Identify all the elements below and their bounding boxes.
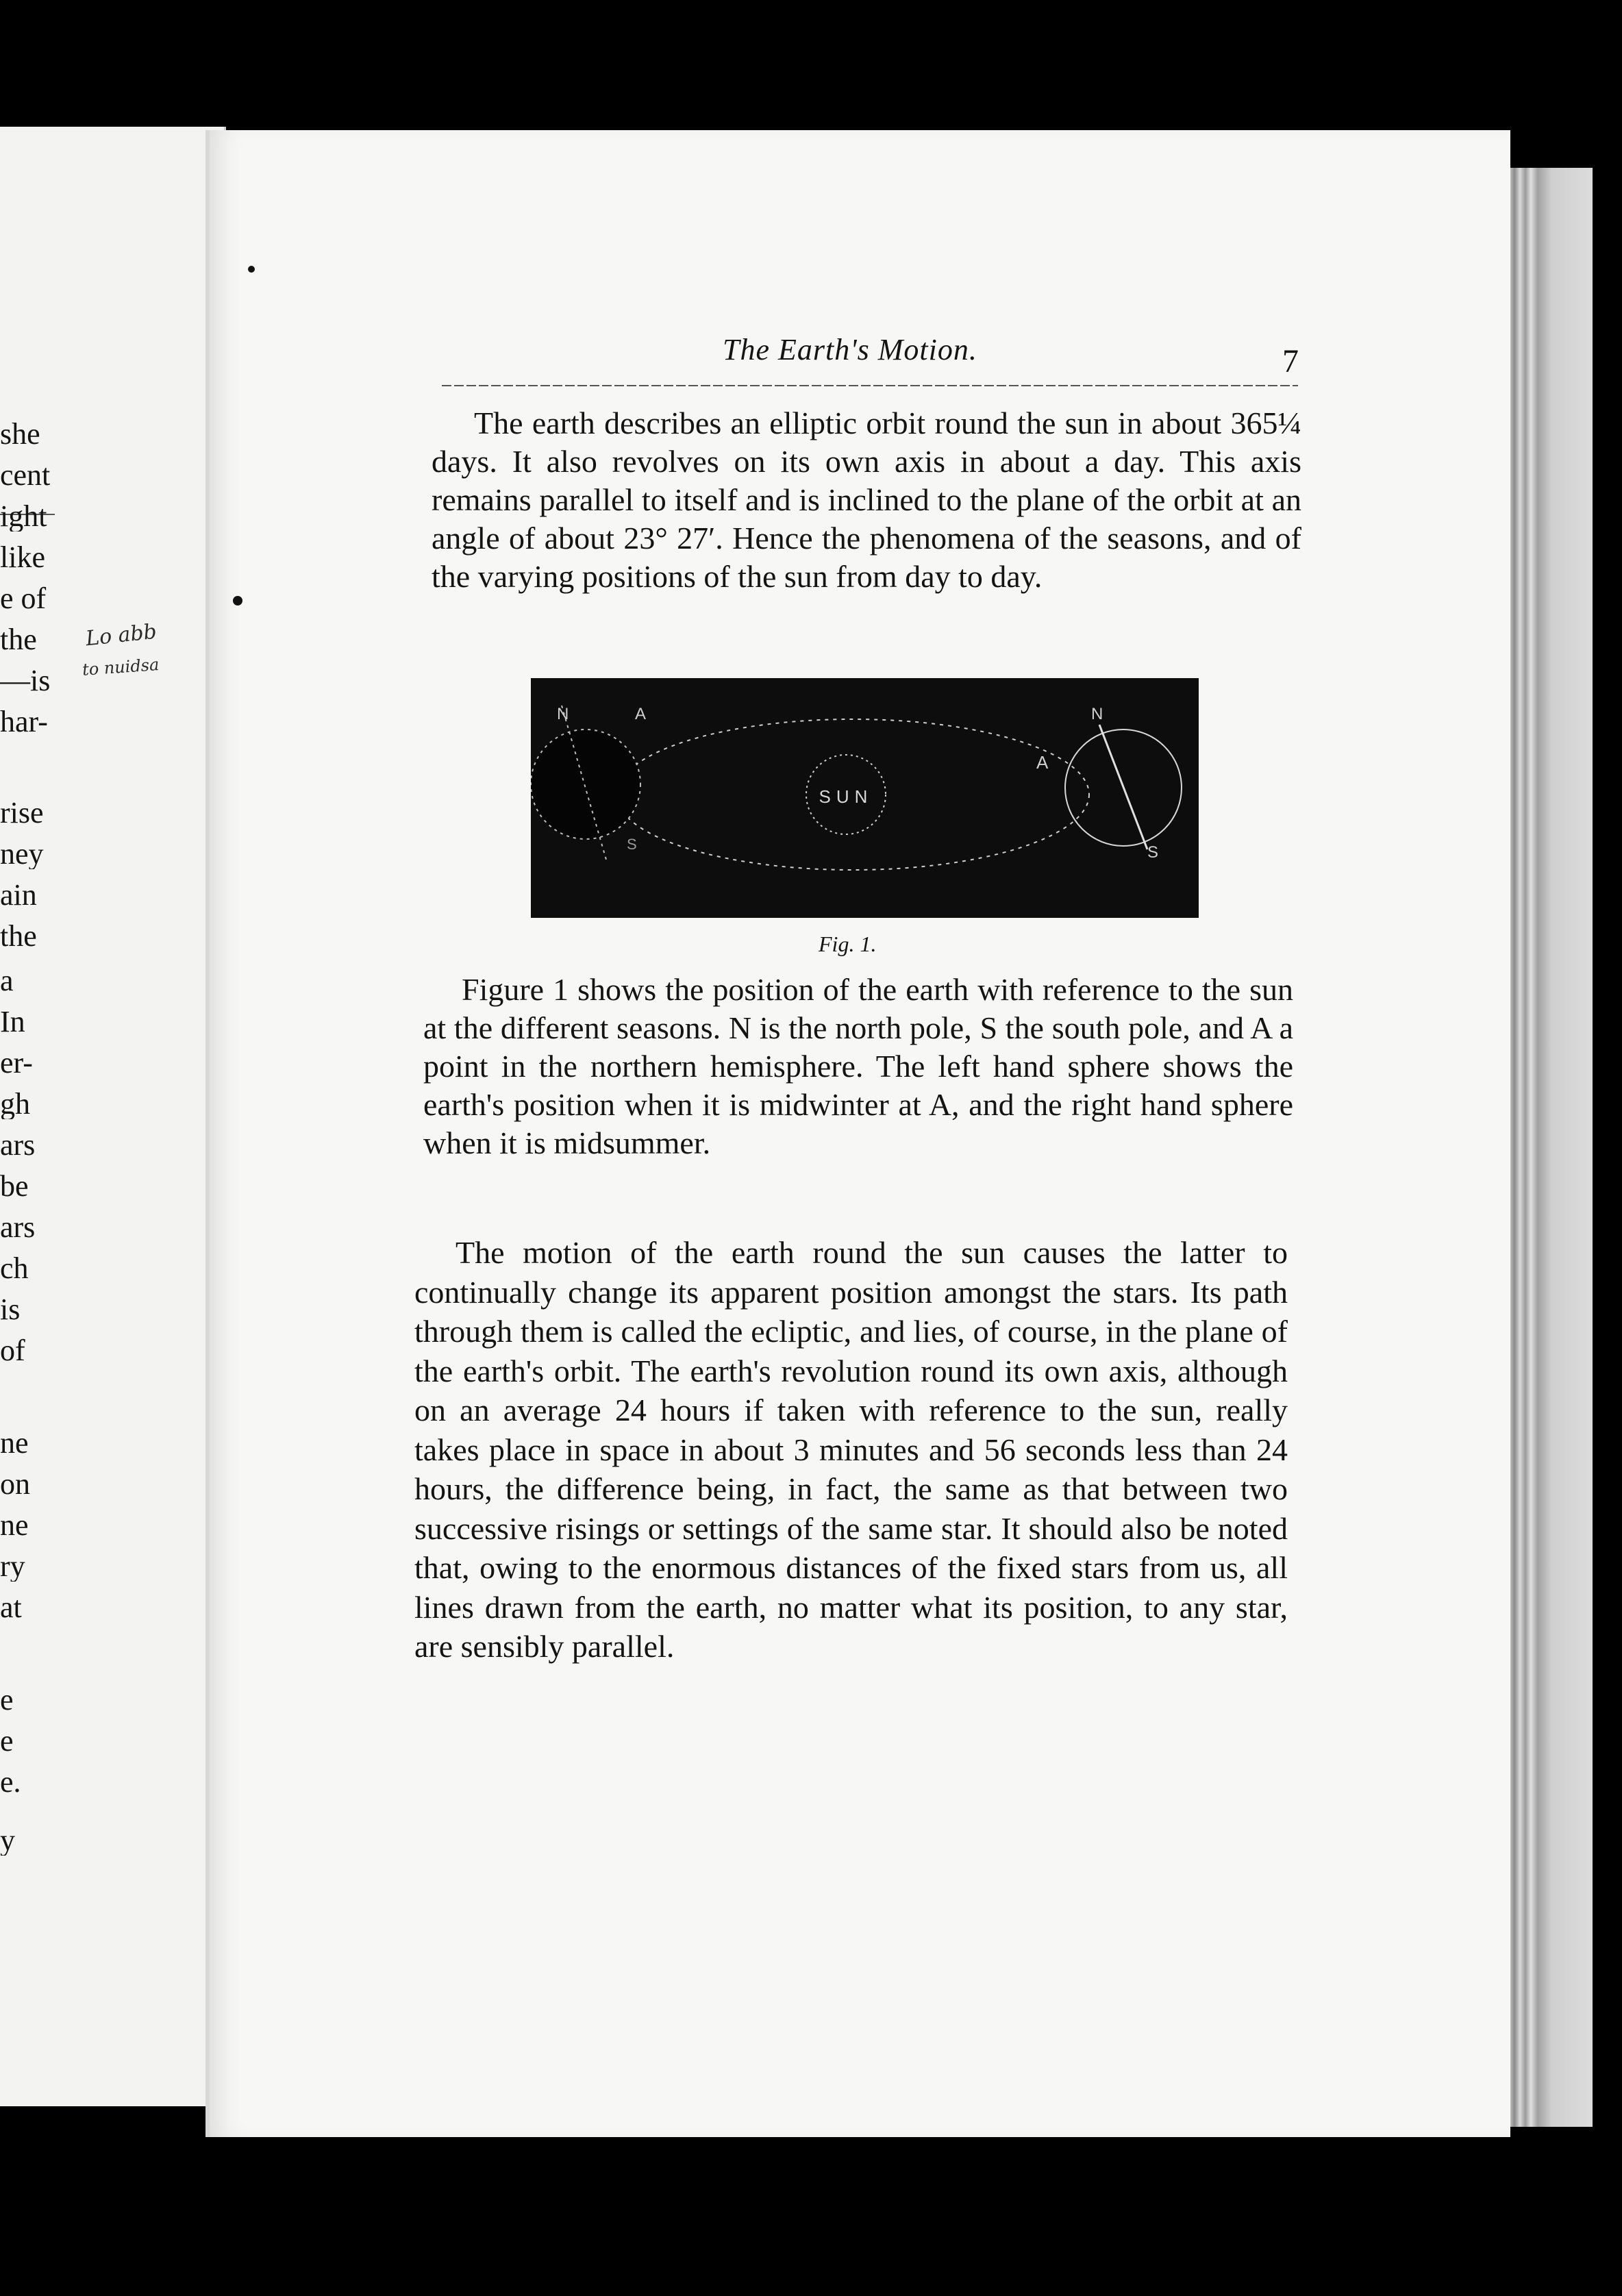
left-page-fragment: the [0,921,37,951]
left-page-fragment: ne [0,1510,29,1540]
left-page-fragment: y [0,1825,15,1856]
left-page-fragment: ight [0,501,47,532]
left-earth-sphere [531,729,640,839]
left-page-fragment: —is [0,666,51,696]
paragraph-orbit: The earth describes an elliptic orbit round the sun in about 365¼ days. It also revolves on its own axis in about a day. This axis remains parallel to itself and is inclined to the plane of the orbit at an angle of about 23° 27′. Hence the phenomena of the seasons, and of the varying positions of the sun from day to day. [432,405,1301,594]
handwritten-note-2: to nuidsa [82,655,160,679]
left-page-fragment: ain [0,880,37,910]
left-page-fragment: is [0,1295,21,1325]
left-page-fragment: at [0,1593,22,1623]
right-north-label: N [1091,705,1103,723]
paragraph-figure-description: Figure 1 shows the position of the earth with reference to the sun at the different seasons. N is the north pole, S the south pole, and A a point in the northern hemisphere. The left hand sphere shows the earth's position when it is midwinter at A, and the right hand sphere when it is midsummer. [423,972,1293,1160]
left-page-fragment: the [0,625,37,655]
figure-caption: Fig. 1. [819,932,877,956]
left-page-fragment: gh [0,1089,30,1119]
speck [248,266,255,273]
left-page-fragment: ars [0,1130,36,1160]
left-page-fragment: like [0,542,45,573]
page-block-edge [1510,168,1593,2127]
figure-earth-orbit [531,678,1199,918]
left-page-fragment: ne [0,1428,29,1458]
orbit-diagram [531,678,1199,918]
handwritten-note-1: Lo abb [84,619,158,651]
right-earth-axis [1099,725,1147,849]
left-south-label: S [627,836,637,853]
left-page-fragment: ney [0,839,44,869]
left-page-fragment: er- [0,1048,33,1078]
left-page-fragment: a [0,966,14,996]
running-head: The Earth's Motion. [723,333,977,366]
left-page-fragment: ars [0,1212,36,1243]
left-north-label: N [557,705,569,723]
sun-label: SUN [819,786,873,807]
speck [233,596,242,606]
left-page-fragment: e [0,1685,14,1715]
left-page-fragment: she [0,419,40,449]
left-page-fragment: of [0,1336,25,1366]
left-page-fragment: be [0,1171,29,1201]
left-page [0,127,226,2106]
left-page-fragment: ry [0,1551,25,1582]
left-point-label: A [635,705,647,723]
left-page-fragment: e of [0,584,47,614]
left-page-fragment: e [0,1726,14,1756]
page-number: 7 [1282,343,1299,379]
left-page-fragment: e. [0,1767,21,1797]
left-page-fragment: har- [0,707,48,737]
left-page-fragment: ch [0,1253,29,1284]
right-point-label: A [1036,752,1049,773]
left-page-fragment: rise [0,798,44,828]
header-rule [442,385,1298,386]
paragraph-earth-motion: The motion of the earth round the sun causes the latter to continually change its apparent position amongst the stars. Its path through them is called the ecliptic, and lies, of course, in the plane of the earth's orbit. The earth's revolution round its own axis, although on an average 24 hours if taken with reference to the sun, really takes place in space in about 3 minutes and 56 seconds less than 24 hours, the difference being, in fact, the same as that between two successive risings or settings of the same star. It should also be noted that, owing to the enormous distances of the fixed stars from us, all lines drawn from the earth, no matter what its position, to any star, are sensibly parallel. [414,1235,1288,1664]
left-page-fragment: cent [0,460,51,490]
left-page-fragment: on [0,1469,30,1499]
right-south-label: S [1147,843,1159,862]
left-page-fragment: In [0,1007,25,1037]
